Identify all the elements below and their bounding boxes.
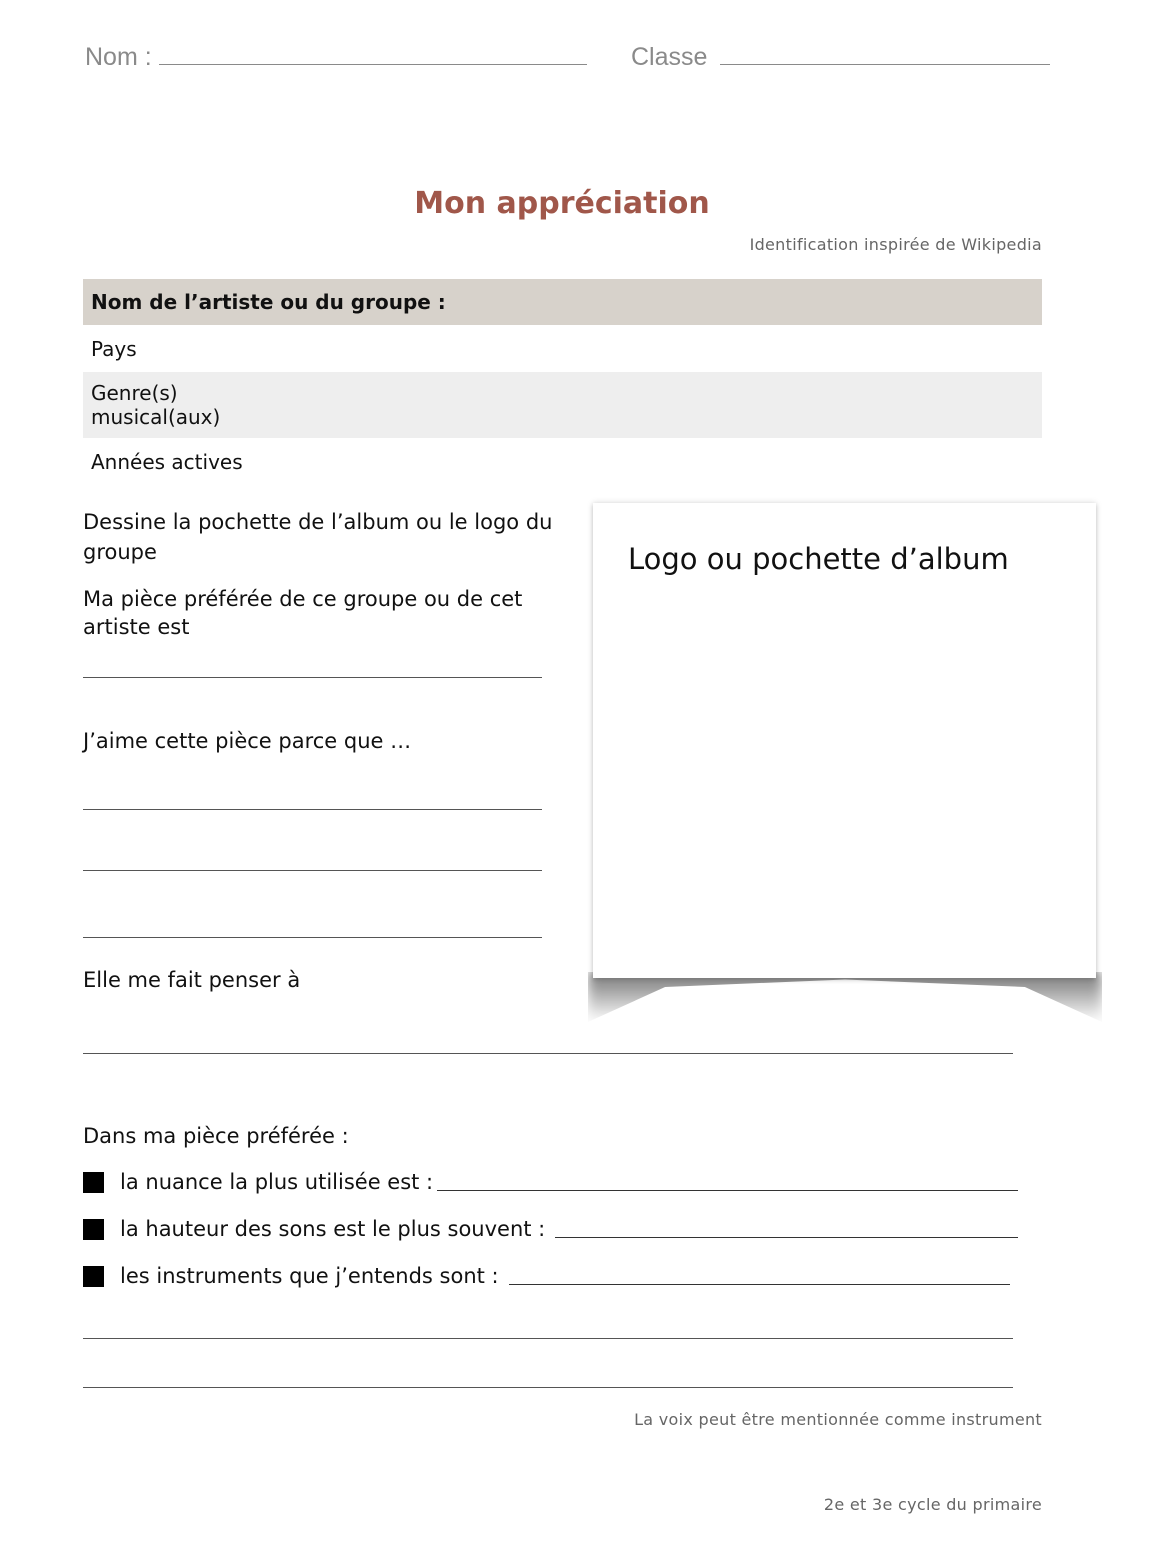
square-bullet-icon [83,1172,104,1193]
extra-line-1[interactable] [83,1338,1013,1339]
voice-note: La voix peut être mentionnée comme instrument [634,1410,1042,1429]
answer-line-3[interactable] [83,937,542,938]
favorite-section-intro: Dans ma pièce préférée : [83,1124,349,1148]
favorite-piece-line[interactable] [83,677,542,678]
answer-line[interactable] [555,1221,1018,1238]
footer-note: 2e et 3e cycle du primaire [823,1495,1042,1514]
answer-line-2[interactable] [83,870,542,871]
list-item-label: la nuance la plus utilisée est : [120,1170,434,1194]
class-label: Classe [631,43,708,71]
list-item [83,1264,1010,1288]
identity-table [83,279,1042,485]
favorite-piece-prompt: Ma pièce préférée de ce groupe ou de cet artiste est [83,587,523,639]
like-because-prompt: J’aime cette pièce parce que … [83,729,412,753]
class-field [631,42,1050,72]
square-bullet-icon [83,1219,104,1240]
list-item-label: la hauteur des sons est le plus souvent : [120,1217,546,1241]
list-item-label: les instruments que j’entends sont : [120,1264,499,1288]
reminds-me-prompt: Elle me fait penser à [83,968,301,992]
table-row-country: Pays [83,325,1042,372]
source-note: Identification inspirée de Wikipedia [749,235,1042,254]
name-input-line[interactable] [159,42,587,65]
table-header: Nom de l’artiste ou du groupe : [83,279,1042,325]
square-bullet-icon [83,1266,104,1287]
table-row-genre: Genre(s) musical(aux) [83,372,1042,438]
table-row-years: Années actives [83,438,1042,485]
draw-prompt: Dessine la pochette de l’album ou le logo du groupe [83,510,553,564]
card-shadow [588,972,1102,1022]
page-title: Mon appréciation [414,186,710,221]
list-item [83,1217,1018,1241]
list-item [83,1170,1018,1194]
extra-line-2[interactable] [83,1387,1013,1388]
class-input-line[interactable] [720,42,1050,65]
name-label: Nom : [85,43,152,71]
answer-line[interactable] [437,1174,1018,1191]
name-field [85,42,587,72]
reminds-me-line[interactable] [83,1053,1013,1054]
answer-line-1[interactable] [83,809,542,810]
card-label: Logo ou pochette d’album [628,542,1009,576]
answer-line[interactable] [509,1268,1010,1285]
